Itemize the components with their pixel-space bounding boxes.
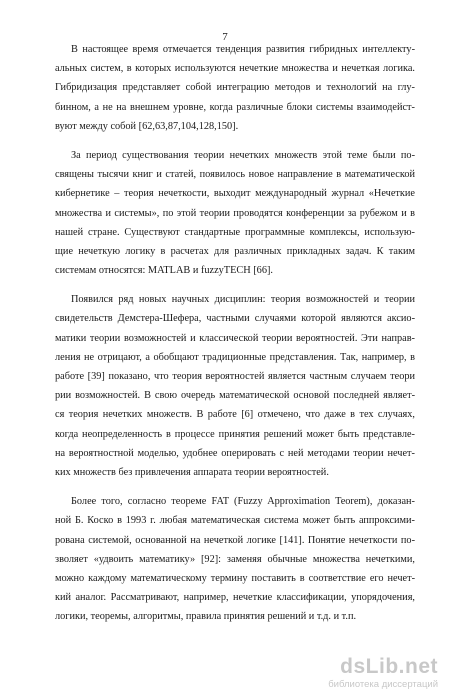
text-line: Более того, согласно теореме FAT (Fuzzy Approximation Teorem), доказан- — [71, 496, 415, 508]
paragraph — [55, 290, 415, 482]
text-line: В настоящее время отмечается тенденция развития гибридных интеллекту- — [71, 44, 415, 55]
text-line: системам относятся: MATLAB и fuzzyTECH [66]. — [55, 265, 273, 277]
watermark-logo — [308, 655, 438, 693]
text-line: вуют между собой [62,63,87,104,128,150]. — [55, 120, 239, 132]
text-line: свидетельств Демстера-Шефера, частными случаями которой являются аксио- — [55, 313, 415, 325]
text-line: ких множеств без привлечения аппарата теории вероятностей. — [55, 466, 329, 478]
text-line: работе [39] показано, что теория вероятностей является частным случаем теори — [55, 371, 415, 382]
watermark-subtitle: библиотека диссертаций — [328, 679, 438, 690]
text-line: щие нечеткую логику в расчетах для различных прикладных задач. К таким — [55, 245, 415, 257]
text-line: ся теория нечетких множеств. В работе [6] отмечено, что даже в тех случаях, — [55, 409, 415, 421]
text-line: логики, теоремы, алгоритмы, правила принятия решений и т.д. и т.п. — [55, 611, 357, 623]
text-line: кибернетике – теория нечеткости, выходит международный журнал «Нечеткие — [55, 188, 415, 200]
text-line: можно каждому математическому термину поставить в соответствие его нечет- — [55, 572, 415, 584]
text-line: нашей стране. Существуют стандартные программные комплексы, использую- — [55, 226, 415, 238]
text-line: За период существования теории нечетких множеств этой теме были по- — [71, 149, 415, 161]
text-line: ления не отрицают, а обобщают традиционные представления. Так, например, в — [55, 351, 415, 363]
text-line: ной Б. Коско в 1993 г. любая математическая система может быть аппроксими- — [55, 515, 415, 527]
text-line: на вероятностной моделью, удобнее оперировать с ней методами теории нечет- — [55, 447, 415, 459]
page-number: 7 — [222, 31, 228, 43]
paragraph — [55, 40, 415, 136]
text-line: бинном, а не на внешнем уровне, когда различные блоки системы взаимодейст- — [55, 101, 415, 113]
text-line: альных систем, в которых используются нечеткие множества и нечеткая логика. — [55, 63, 415, 75]
text-line: кий аналог. Рассматривают, например, нечеткие классификации, упорядочения, — [55, 592, 415, 604]
text-line: когда неопределенность в процессе принятия решений может быть представле- — [55, 428, 415, 440]
text-line: Появился ряд новых научных дисциплин: теория возможностей и теории — [71, 294, 415, 306]
watermark-logo-text: dsLib.net — [340, 655, 438, 678]
text-line: зволяет «удвоить математику» [92]: заменяя обычные множества нечеткими, — [55, 553, 415, 565]
paragraph — [55, 146, 415, 280]
text-line: священы тысячи книг и статей, появилось новое направление в математической — [55, 169, 415, 181]
text-line: матики теории возможностей и классической теории вероятностей. Эти направ- — [55, 332, 415, 344]
paragraph — [55, 492, 415, 626]
text-body — [55, 40, 415, 626]
text-line: рии возможностей. В свою очередь математической основой последней являет- — [55, 390, 415, 402]
text-line: рована системой, основанной на нечеткой логике [141]. Понятие нечеткости по- — [55, 534, 415, 546]
text-line: множества и системы», по этой теории проводятся конференции за рубежом и в — [55, 207, 415, 219]
text-line: Гибридизация представляет собой интеграцию методов и технологий на глу- — [55, 82, 415, 94]
